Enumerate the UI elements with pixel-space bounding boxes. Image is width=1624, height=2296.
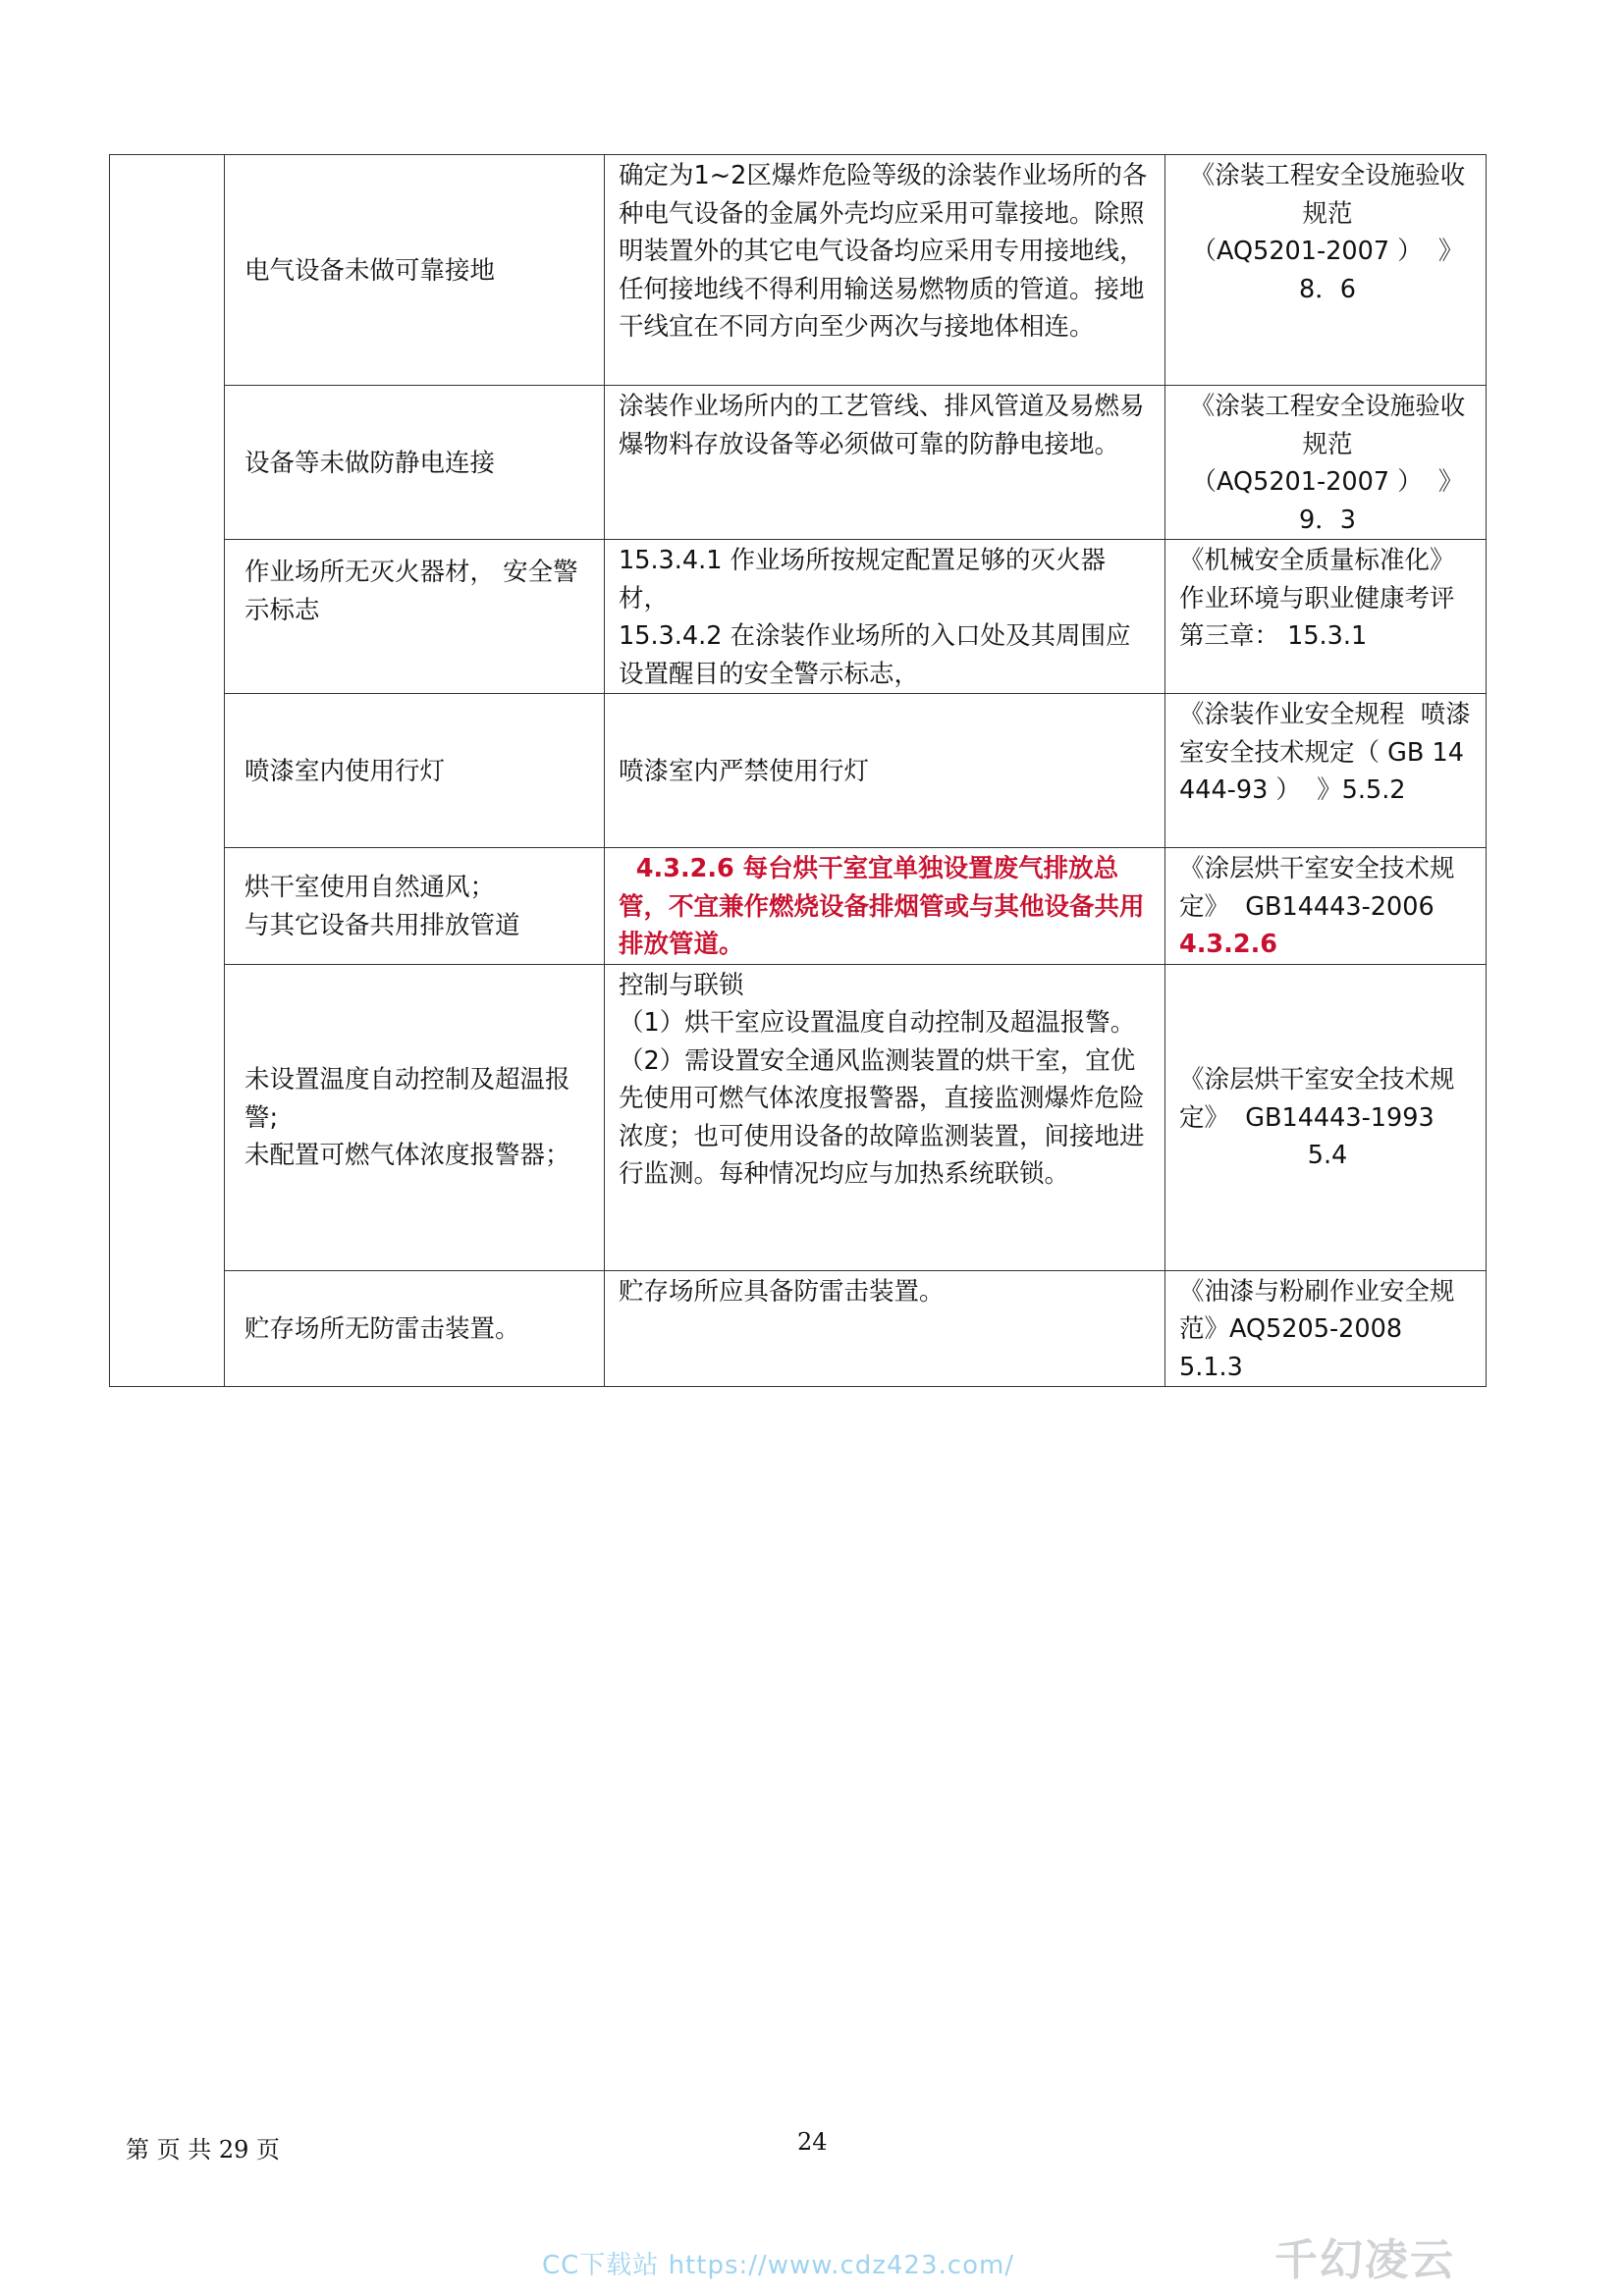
reference-text: 《涂装工程安全设施验收规范 (1189, 392, 1466, 459)
issue-cell (225, 964, 605, 1270)
requirement-text: （2）需设置安全通风监测装置的烘干室，宜优先使用可燃气体浓度报警器，直接监测爆炸危险浓度；也可使用设备的故障监测装置，间接地进行监测。每种情况均应与加热系统联锁。 (619, 1045, 1145, 1189)
reference-text: 《涂装作业安全规程 喷漆室安全技术规定（ GB 14444-93 ） 》5.5.2 (1179, 700, 1471, 805)
reference-text: 《涂层烘干室安全技术规定》 GB14443-2006 (1179, 854, 1455, 922)
issue-text: 贮存场所无防雷击装置。 (244, 1314, 520, 1344)
issue-cell (225, 540, 605, 694)
reference-text: 4.3.2.6 (1179, 930, 1278, 959)
requirement-text: 喷漆室内严禁使用行灯 (619, 756, 870, 786)
reference-text: 9．3 (1299, 505, 1356, 535)
reference-text: （AQ5201-2007 ） 》 (1191, 467, 1464, 497)
reference-text: 8．6 (1299, 274, 1356, 304)
requirement-text: 控制与联锁 (619, 970, 744, 1000)
requirement-cell (605, 1270, 1165, 1387)
table-row (110, 1270, 1487, 1387)
reference-text: 5.4 (1307, 1141, 1348, 1171)
requirement-text: 4.3.2.6 每台烘干室宜单独设置废气排放总管，不宜兼作燃烧设备排烟管或与其他设备共用排放管道。 (619, 854, 1145, 959)
requirement-text: 贮存场所应具备防雷击装置。 (619, 1276, 945, 1307)
requirement-text: 涂装作业场所内的工艺管线、排风管道及易燃易爆物料存放设备等必须做可靠的防静电接地。 (619, 392, 1145, 459)
category-cell (110, 155, 225, 1387)
table-row (110, 386, 1487, 540)
brand-logo-text: 千幻凌云 (1274, 2235, 1455, 2285)
watermark-text: CC下载站 https://www.cdz423.com/ (542, 2251, 1015, 2280)
page-count-label: 第 页 共 29 页 (126, 2136, 281, 2163)
requirement-cell (605, 964, 1165, 1270)
table-row (110, 155, 1487, 386)
reference-cell (1165, 848, 1487, 965)
requirement-text: 15.3.4.2 在涂装作业场所的入口处及其周围应设置醒目的安全警示标志， (619, 621, 1131, 689)
issue-cell (225, 848, 605, 965)
issue-text: 电气设备未做可靠接地 (244, 255, 496, 286)
issue-text: 未设置温度自动控制及超温报警; (244, 1065, 570, 1133)
reference-text: 《机械安全质量标准化》作业环境与职业健康考评第三章： 15.3.1 (1179, 546, 1455, 651)
table-row (110, 540, 1487, 694)
reference-cell (1165, 694, 1487, 848)
requirement-text: （1）烘干室应设置温度自动控制及超温报警。 (619, 1008, 1136, 1038)
requirement-text: 确定为1~2区爆炸危险等级的涂装作业场所的各种电气设备的金属外壳均应采用可靠接地。除照明装置外的其它电气设备均应采用专用接地线，任何接地线不得利用输送易燃物质的管道。接地干线宜在不同方向至少两次与接地体相连。 (619, 161, 1148, 342)
reference-cell (1165, 386, 1487, 540)
page-number: 24 (797, 2128, 828, 2156)
table-row (110, 694, 1487, 848)
requirement-cell (605, 386, 1165, 540)
table-row (110, 848, 1487, 965)
issue-cell (225, 386, 605, 540)
issue-text: 烘干室使用自然通风； (244, 873, 496, 903)
issue-text: 喷漆室内使用行灯 (244, 756, 446, 786)
reference-cell (1165, 540, 1487, 694)
issue-cell (225, 694, 605, 848)
requirement-cell (605, 694, 1165, 848)
safety-inspection-table (109, 154, 1487, 1387)
reference-cell (1165, 155, 1487, 386)
table-row (110, 964, 1487, 1270)
issue-cell (225, 155, 605, 386)
requirement-cell (605, 155, 1165, 386)
reference-text: 《涂层烘干室安全技术规定》 GB14443-1993 (1179, 1065, 1455, 1133)
issue-text: 设备等未做防静电连接 (244, 448, 496, 478)
requirement-cell (605, 540, 1165, 694)
reference-text: 5.1.3 (1179, 1352, 1243, 1382)
issue-text: 与其它设备共用排放管道 (244, 910, 520, 940)
requirement-cell (605, 848, 1165, 965)
reference-text: 《涂装工程安全设施验收规范 (1189, 161, 1466, 229)
reference-cell (1165, 964, 1487, 1270)
requirement-text: 15.3.4.1 作业场所按规定配置足够的灭火器材， (619, 546, 1107, 614)
reference-text: （AQ5201-2007 ） 》 (1191, 237, 1464, 266)
issue-cell (225, 1270, 605, 1387)
reference-cell (1165, 1270, 1487, 1387)
issue-text: 未配置可燃气体浓度报警器； (244, 1141, 570, 1171)
issue-text: 作业场所无灭火器材， 安全警示标志 (244, 558, 578, 625)
reference-text: 《油漆与粉刷作业安全规范》AQ5205-2008 (1179, 1276, 1455, 1344)
